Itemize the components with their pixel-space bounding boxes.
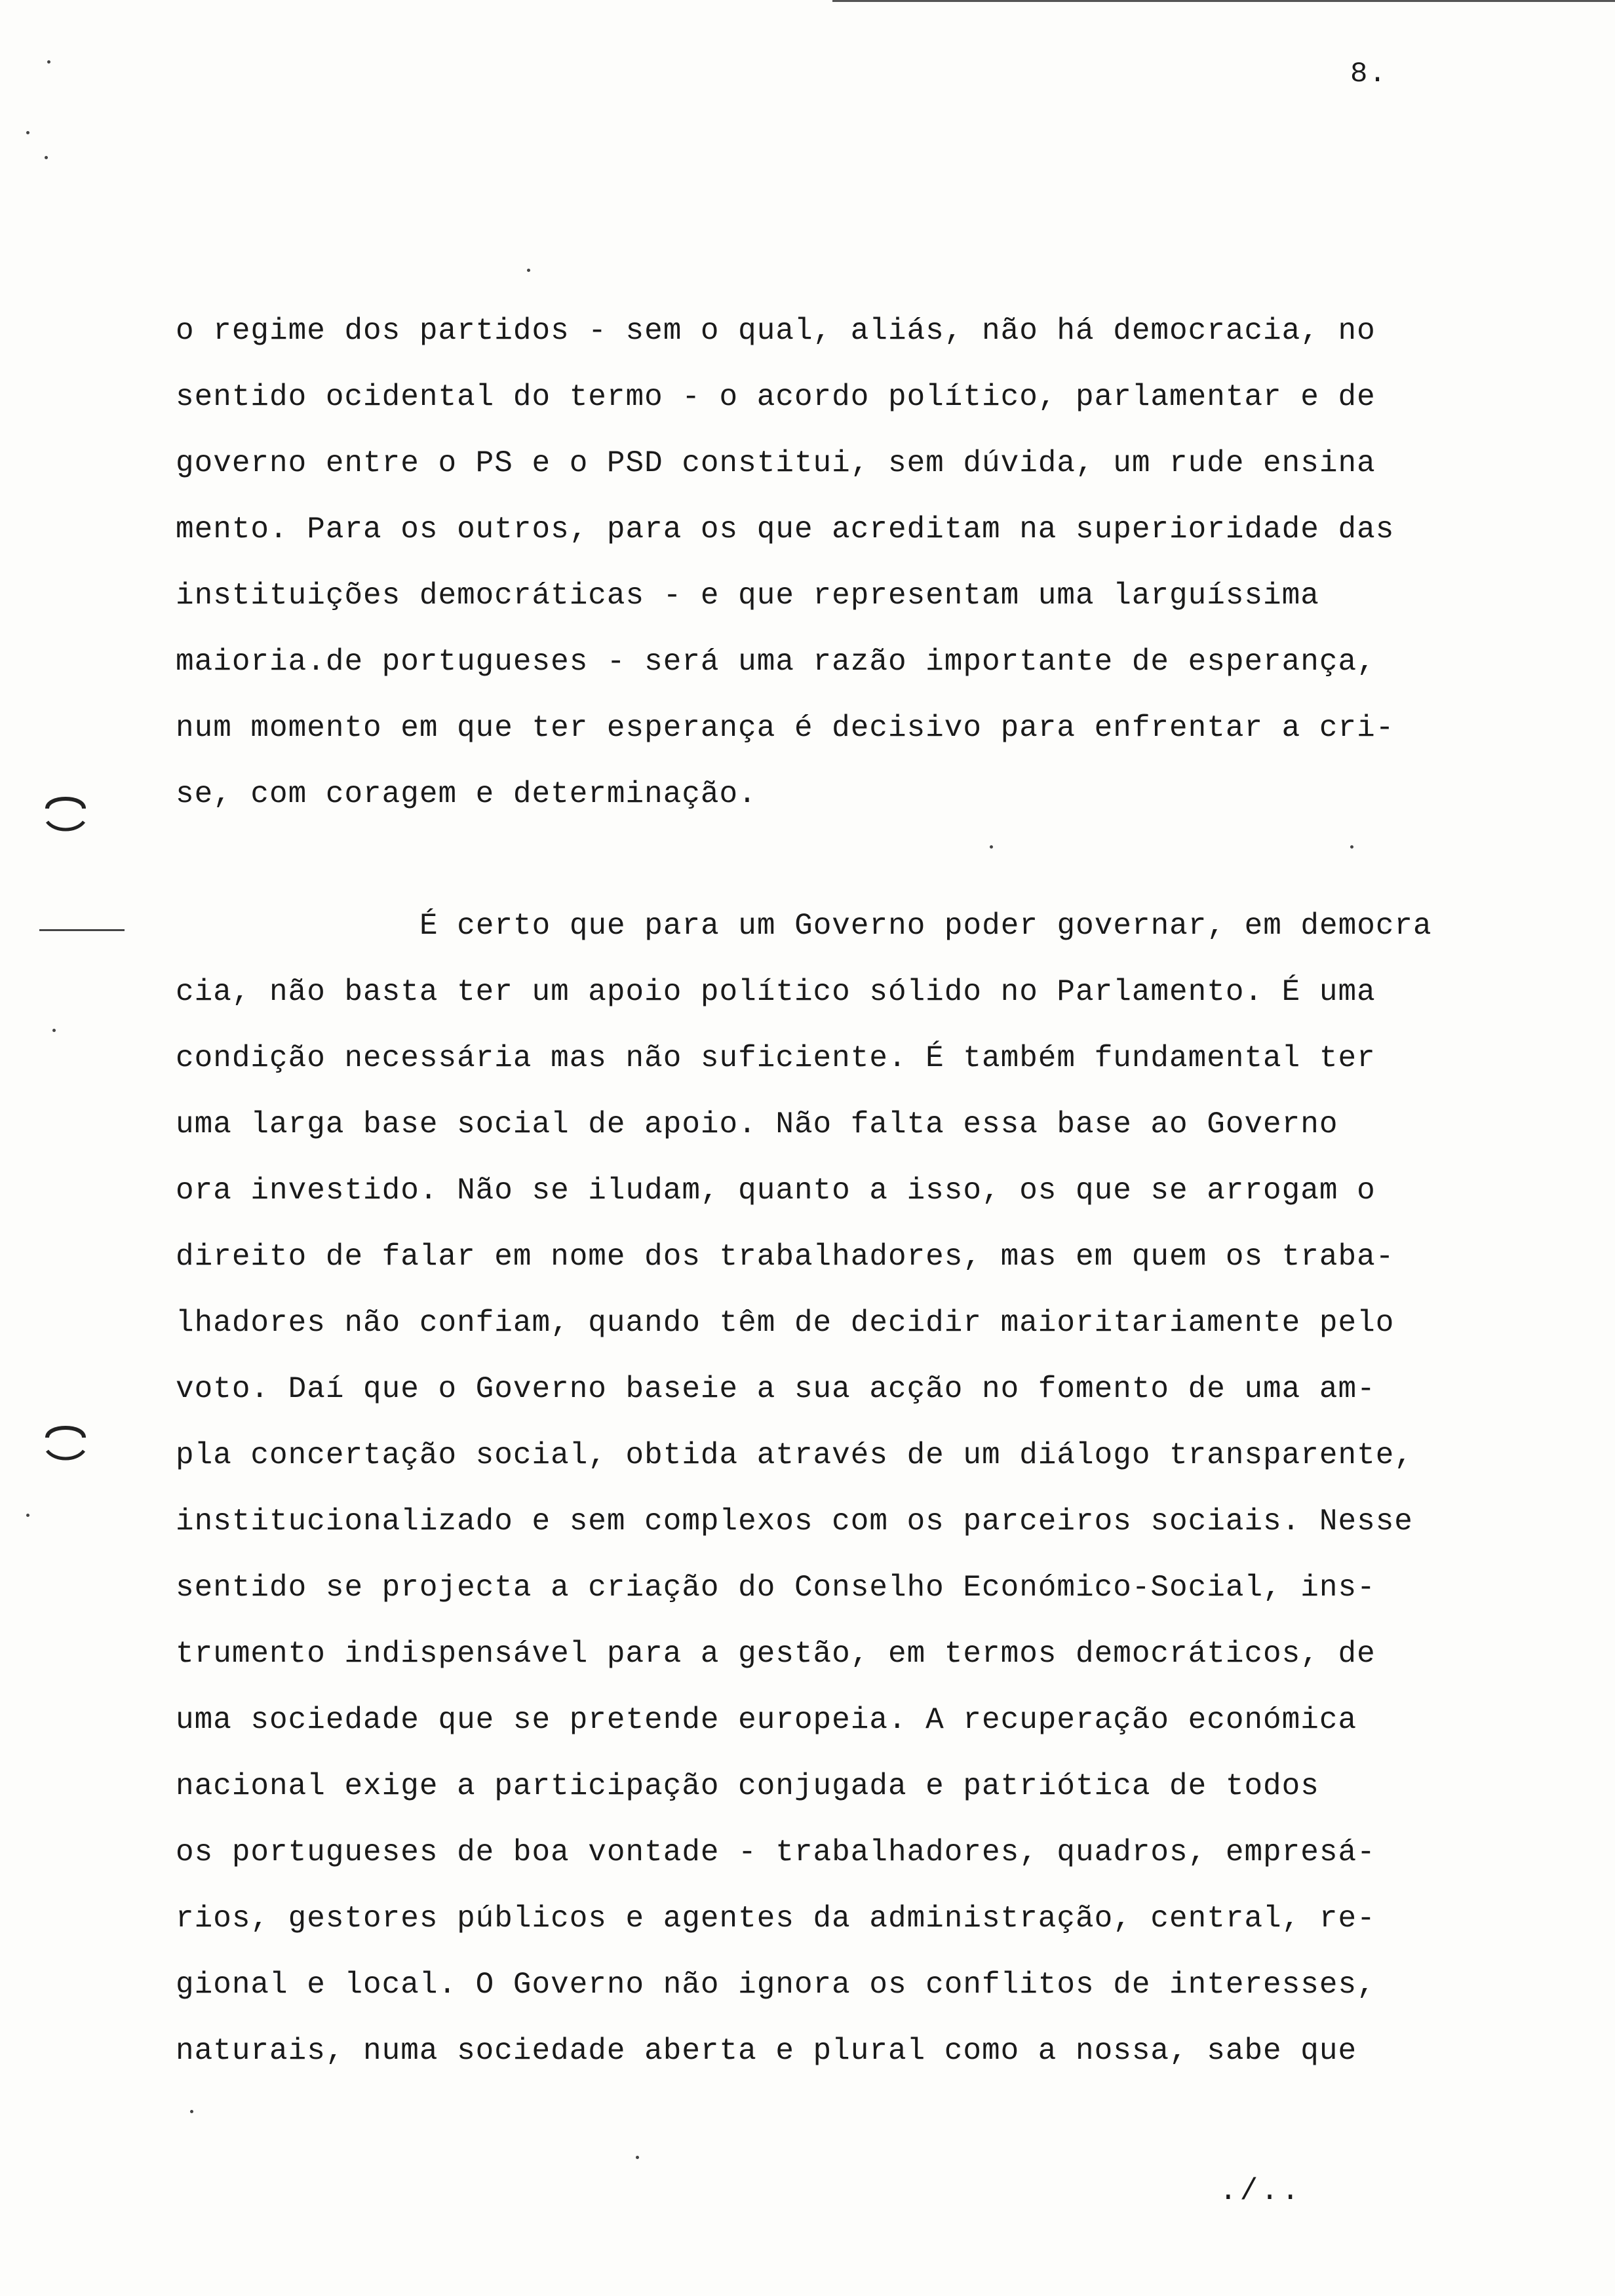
text-line: se, com coragem e determinação. bbox=[176, 777, 757, 811]
speck bbox=[527, 269, 530, 272]
text-line: voto. Daí que o Governo baseie a sua acção no fomento de uma am- bbox=[176, 1372, 1376, 1406]
text-line: os portugueses de boa vontade - trabalhadores, quadros, empresá- bbox=[176, 1835, 1376, 1869]
speck bbox=[26, 131, 29, 134]
text-line: condição necessária mas não suficiente. É também fundamental ter bbox=[176, 1041, 1376, 1075]
text-line: trumento indispensável para a gestão, em termos democráticos, de bbox=[176, 1637, 1376, 1671]
text-line: uma larga base social de apoio. Não falta essa base ao Governo bbox=[176, 1107, 1338, 1141]
text-line: cia, não basta ter um apoio político sólido no Parlamento. É uma bbox=[176, 975, 1376, 1009]
speck bbox=[52, 1029, 56, 1032]
text-line: uma sociedade que se pretende europeia. A recuperação económica bbox=[176, 1703, 1357, 1737]
text-line: É certo que para um Governo poder governar, em democra bbox=[419, 909, 1432, 943]
top-rule bbox=[832, 0, 1615, 2]
speck bbox=[47, 60, 50, 64]
text-line: direito de falar em nome dos trabalhadores, mas em quem os traba- bbox=[176, 1240, 1395, 1274]
text-line: lhadores não confiam, quando têm de decidir maioritariamente pelo bbox=[176, 1306, 1395, 1340]
text-line: governo entre o PS e o PSD constitui, sem dúvida, um rude ensina bbox=[176, 446, 1376, 480]
text-line: naturais, numa sociedade aberta e plural como a nossa, sabe que bbox=[176, 2034, 1357, 2068]
text-line: sentido ocidental do termo - o acordo político, parlamentar e de bbox=[176, 380, 1376, 414]
margin-mark bbox=[39, 929, 125, 931]
text-line: instituições democráticas - e que representam uma larguíssima bbox=[176, 579, 1319, 613]
text-line: maioria.de portugueses - será uma razão importante de esperança, bbox=[176, 645, 1376, 679]
text-line: num momento em que ter esperança é decisivo para enfrentar a cri- bbox=[176, 711, 1395, 745]
text-line: nacional exige a participação conjugada e patriótica de todos bbox=[176, 1769, 1319, 1803]
speck bbox=[26, 1514, 29, 1517]
speck bbox=[990, 845, 993, 849]
text-line: o regime dos partidos - sem o qual, aliás, não há democracia, no bbox=[176, 314, 1376, 348]
page-number: 8. bbox=[1350, 58, 1388, 90]
punch-hole-icon bbox=[39, 1415, 92, 1468]
text-line: ora investido. Não se iludam, quanto a isso, os que se arrogam o bbox=[176, 1174, 1376, 1208]
text-line: pla concertação social, obtida através de um diálogo transparente, bbox=[176, 1438, 1413, 1472]
text-line: sentido se projecta a criação do Conselho Económico-Social, ins- bbox=[176, 1571, 1376, 1605]
punch-hole-icon bbox=[39, 786, 92, 839]
speck bbox=[190, 2110, 193, 2113]
continuation-mark: ./.. bbox=[1219, 2174, 1302, 2208]
text-line: mento. Para os outros, para os que acreditam na superioridade das bbox=[176, 512, 1395, 546]
speck bbox=[636, 2156, 639, 2159]
speck bbox=[1350, 845, 1353, 849]
speck bbox=[45, 156, 48, 159]
text-line: institucionalizado e sem complexos com os parceiros sociais. Nesse bbox=[176, 1504, 1413, 1539]
text-line: rios, gestores públicos e agentes da administração, central, re- bbox=[176, 1902, 1376, 1936]
text-line: gional e local. O Governo não ignora os conflitos de interesses, bbox=[176, 1968, 1376, 2002]
